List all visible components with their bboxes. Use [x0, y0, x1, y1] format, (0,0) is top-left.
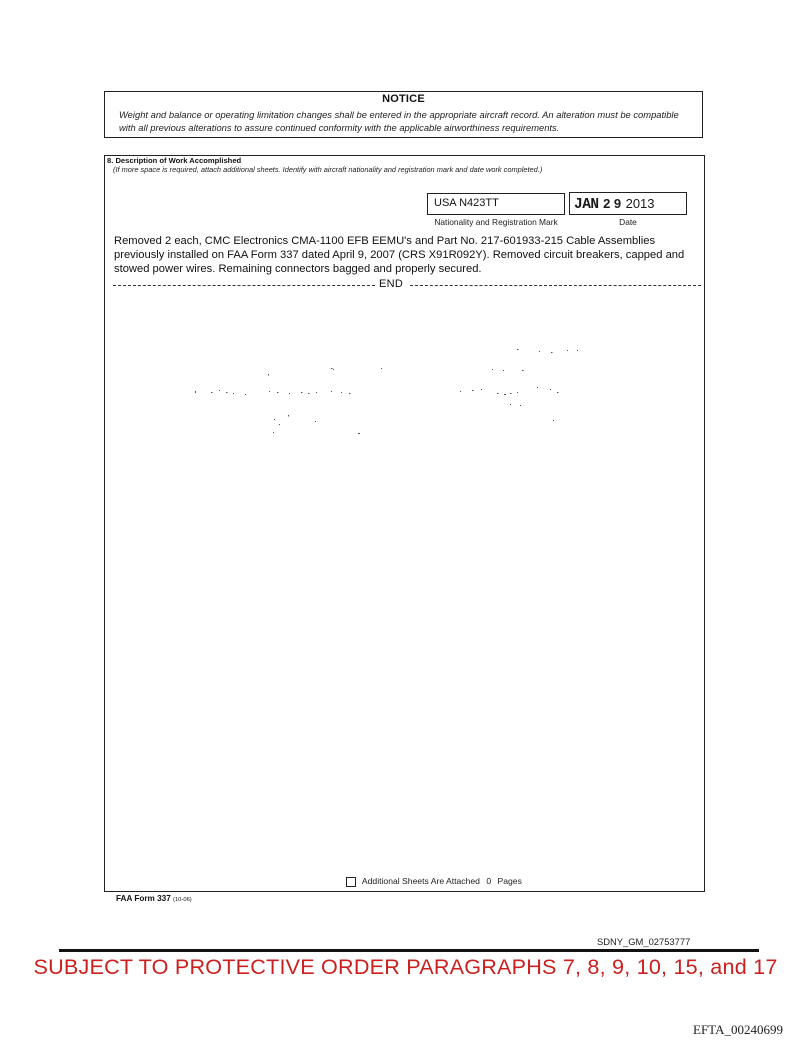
dashed-rule-left	[113, 285, 375, 286]
date-stamp-month: JAN	[574, 197, 599, 213]
form-revision: (10-06)	[173, 897, 192, 903]
notice-title: NOTICE	[382, 93, 425, 105]
dashed-rule-right	[410, 285, 701, 286]
footer-divider	[59, 949, 759, 952]
registration-value: USA N423TT	[434, 197, 499, 209]
section-heading: 8. Description of Work Accomplished	[107, 156, 242, 165]
date-field	[569, 192, 687, 215]
additional-sheets-count: 0	[486, 876, 492, 886]
efta-number: EFTA_00240699	[693, 1022, 783, 1037]
registration-caption: Nationality and Registration Mark	[434, 217, 558, 227]
date-stamp-day: 2 9	[603, 196, 622, 211]
additional-sheets-pages-label: Pages	[497, 876, 522, 886]
additional-sheets-label: Additional Sheets Are Attached	[361, 876, 480, 886]
notice-box	[104, 91, 703, 138]
additional-sheets-row	[346, 876, 522, 887]
date-caption: Date	[619, 217, 637, 227]
protective-order-notice: SUBJECT TO PROTECTIVE ORDER PARAGRAPHS 7, 8, 9, 10, 15, and 17	[33, 954, 778, 979]
end-marker: END	[379, 278, 404, 290]
work-line: previously installed on FAA Form 337 dated April 9, 2007 (CRS X91R092Y). Removed circuit breakers, capped and	[114, 249, 685, 262]
bates-number: SDNY_GM_02753777	[597, 936, 691, 947]
notice-text: Weight and balance or operating limitation changes shall be entered in the appropriate aircraft record. An alteration must be compatible with all previous alterations to assure continued conformity with the applicable airworthiness requirements.	[119, 109, 679, 133]
section-instruction: (If more space is required, attach additional sheets. Identify with aircraft nationality and registration mark and date work completed.)	[113, 165, 543, 174]
additional-sheets-checkbox[interactable]	[346, 877, 356, 887]
work-line: Removed 2 each, CMC Electronics CMA-1100 EFB EEMU's and Part No. 217-601933-215 Cable Assemblies	[114, 235, 656, 247]
registration-field	[427, 193, 565, 215]
end-marker-line	[113, 279, 701, 291]
work-description-text	[114, 234, 700, 277]
form-name: FAA Form 337	[116, 894, 171, 903]
work-line: stowed power wires. Remaining connectors bagged and properly secured.	[114, 263, 482, 276]
form-identifier	[116, 894, 192, 903]
date-stamp-year: 2013	[625, 196, 655, 211]
work-description-section	[104, 155, 705, 892]
